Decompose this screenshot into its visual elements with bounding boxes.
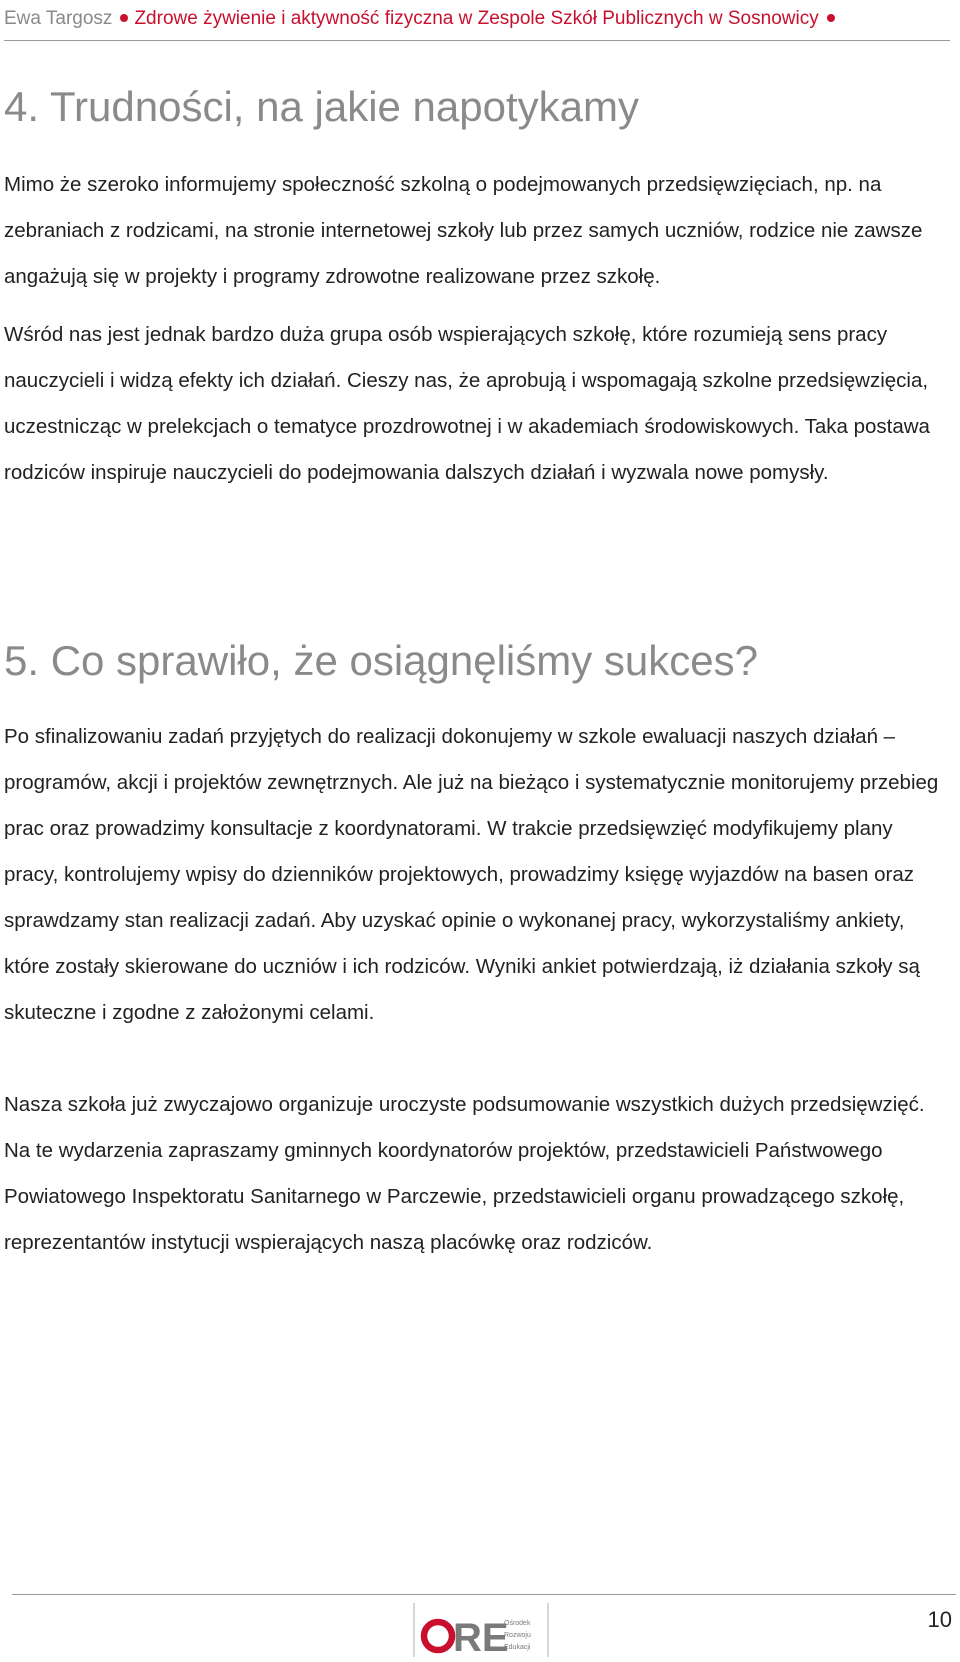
- section-title-4: 4. Trudności, na jakie napotykamy: [4, 83, 640, 130]
- bullet-dot-icon: [827, 14, 835, 22]
- running-header: [4, 4, 950, 34]
- paragraph: Po sfinalizowaniu zadań przyjętych do realizacji dokonujemy w szkole ewaluacji naszych działań – programów, akcji i projektów zewnętrznych. Ale już na bieżąco i systematycznie monitorujemy przebieg prac oraz prowadzimy konsultacje z koordynatorami. W trakcie przedsięwzięć modyfikujemy plany pracy, kontrolujemy wpisy do dzienników projektowych, prowadzimy księgę wyjazdów na basen oraz sprawdzamy stan realizacji zadań. Aby uzyskać opinie o wykonanej pracy, wykorzystaliśmy ankiety, które zostały skierowane do uczniów i ich rodziców. Wyniki ankiet potwierdzają, iż działania szkoły są skuteczne i zgodne z założonymi celami.: [4, 725, 939, 1024]
- header-subject: Zdrowe żywienie i aktywność fizyczna w Zespole Szkół Publicznych w Sosnowicy: [134, 8, 819, 29]
- paragraph: Wśród nas jest jednak bardzo duża grupa osób wspierających szkołę, które rozumieją sens pracy nauczycieli i widzą efekty ich działań. Cieszy nas, że aprobują i wspomagają szkolne przedsięwzięcia, uczestnicząc w prelekcjach o tematyce prozdrowotnej i w akademiach środowiskowych. Taka postawa rodziców inspiruje nauczycieli do podejmowania dalszych działań i wyzwala nowe pomysły.: [4, 323, 930, 484]
- bullet-dot-icon: [120, 14, 128, 22]
- header-author: Ewa Targosz: [4, 8, 113, 29]
- ore-logo-letters: RE: [453, 1616, 509, 1659]
- paragraph: Mimo że szeroko informujemy społeczność szkolną o podejmowanych przedsięwzięciach, np. na zebraniach z rodzicami, na stronie internetowej szkoły lub przez samych uczniów, rodzice nie zawsze angażują się w projekty i programy zdrowotne realizowane przez szkołę.: [4, 173, 923, 288]
- page-number: 10: [927, 1607, 952, 1632]
- section-title-5: 5. Co sprawiło, że osiągnęliśmy sukces?: [4, 637, 758, 684]
- ore-logo: [408, 1597, 558, 1659]
- footer-divider: [12, 1594, 956, 1595]
- paragraph: Nasza szkoła już zwyczajowo organizuje uroczyste podsumowanie wszystkich dużych przedsięwzięć. Na te wydarzenia zapraszamy gminnych koordynatorów projektów, przedstawicieli Państwowego Powiatowego Inspektoratu Sanitarnego w Parczewie, przedstawicieli organu prowadzącego szkołę, reprezentantów instytucji wspierających naszą placówkę oraz rodziców.: [4, 1093, 925, 1254]
- ore-logo-line3: Edukacji: [504, 1644, 531, 1651]
- ore-logo-ring-icon: [424, 1622, 452, 1650]
- header-divider: [4, 40, 950, 41]
- ore-logo-line1: Ośrodek: [504, 1620, 531, 1627]
- ore-logo-line2: Rozwoju: [504, 1632, 531, 1639]
